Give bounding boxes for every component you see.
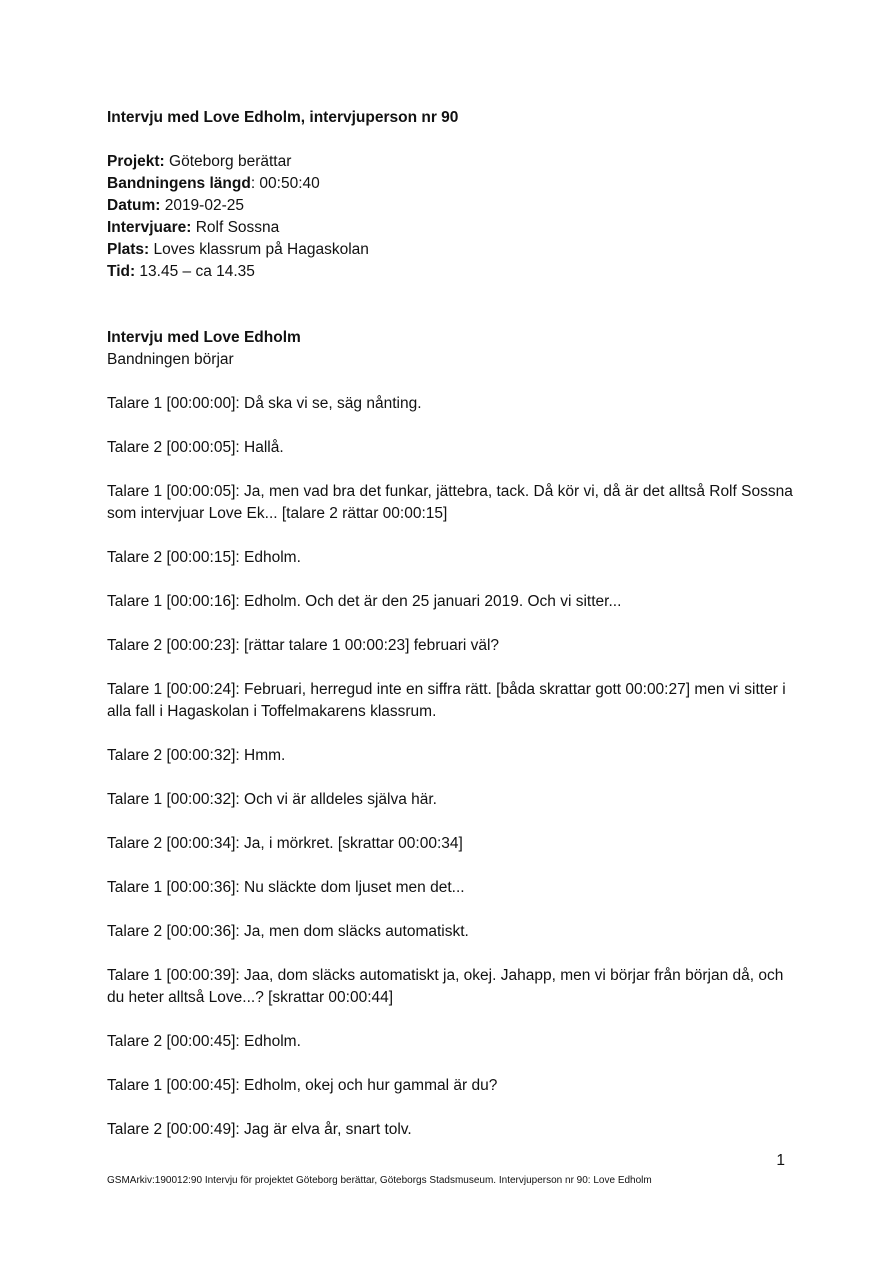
metadata-label: Tid: [107,263,136,280]
metadata-value: Loves klassrum på Hagaskolan [149,241,369,258]
metadata-row-time [107,261,797,283]
metadata-label: Datum: [107,197,161,214]
metadata-label: Bandningens längd [107,175,251,192]
transcript-utterance: Talare 1 [00:00:00]: Då ska vi se, säg nånting. [107,395,422,412]
transcript-utterance: Talare 1 [00:00:24]: Februari, herregud inte en siffra rätt. [båda skrattar gott 00:00:27] men vi sitter i alla fall i Hagaskolan i Toffelmakarens klassrum. [107,681,786,720]
metadata-value: Göteborg berättar [164,153,292,170]
transcript-utterance: Talare 2 [00:00:49]: Jag är elva år, snart tolv. [107,1121,412,1138]
metadata-label: Projekt: [107,153,165,170]
metadata-label: Intervjuare: [107,219,192,236]
section-title: Intervju med Love Edholm [107,329,301,346]
metadata-row-interviewer [107,217,797,239]
metadata-block [107,151,797,283]
metadata-value: 13.45 – ca 14.35 [135,263,255,280]
metadata-value: : 00:50:40 [250,175,320,192]
metadata-row-project [107,151,797,173]
metadata-value: Rolf Sossna [191,219,280,236]
metadata-row-place [107,239,797,261]
metadata-label: Plats: [107,241,150,258]
transcript-utterance: Talare 2 [00:00:15]: Edholm. [107,549,301,566]
transcript-utterance: Talare 2 [00:00:23]: [rättar talare 1 00:00:23] februari väl? [107,637,500,654]
transcript-utterance: Talare 1 [00:00:45]: Edholm, okej och hur gammal är du? [107,1077,498,1094]
transcript [107,393,797,1141]
transcript-utterance: Talare 1 [00:00:36]: Nu släckte dom ljuset men det... [107,879,465,896]
transcript-utterance: Talare 1 [00:00:39]: Jaa, dom släcks automatiskt ja, okej. Jahapp, men vi börjar från början då, och du heter alltså Love...? [skrattar 00:00:44] [107,967,784,1006]
page-footer: GSMArkiv:190012:90 Intervju för projektet Göteborg berättar, Göteborgs Stadsmuseum. Intervjuperson nr 90: Love Edholm [107,1175,652,1186]
transcript-utterance: Talare 2 [00:00:34]: Ja, i mörkret. [skrattar 00:00:34] [107,835,463,852]
interview-section [107,327,797,371]
transcript-utterance: Talare 2 [00:00:45]: Edholm. [107,1033,301,1050]
document-page [107,107,797,1163]
transcript-utterance: Talare 1 [00:00:05]: Ja, men vad bra det funkar, jättebra, tack. Då kör vi, då är det alltså Rolf Sossna som intervjuar Love Ek... [talare 2 rättar 00:00:15] [107,483,793,522]
metadata-row-duration [107,173,797,195]
page-number: 1 [776,1152,785,1169]
metadata-value: 2019-02-25 [160,197,244,214]
document-title: Intervju med Love Edholm, intervjuperson nr 90 [107,109,459,126]
metadata-row-date [107,195,797,217]
transcript-utterance: Talare 1 [00:00:16]: Edholm. Och det är den 25 januari 2019. Och vi sitter... [107,593,622,610]
transcript-utterance: Talare 2 [00:00:05]: Hallå. [107,439,284,456]
transcript-utterance: Talare 2 [00:00:36]: Ja, men dom släcks automatiskt. [107,923,469,940]
transcript-utterance: Talare 2 [00:00:32]: Hmm. [107,747,286,764]
transcript-utterance: Talare 1 [00:00:32]: Och vi är alldeles själva här. [107,791,437,808]
section-subtitle: Bandningen börjar [107,351,234,368]
